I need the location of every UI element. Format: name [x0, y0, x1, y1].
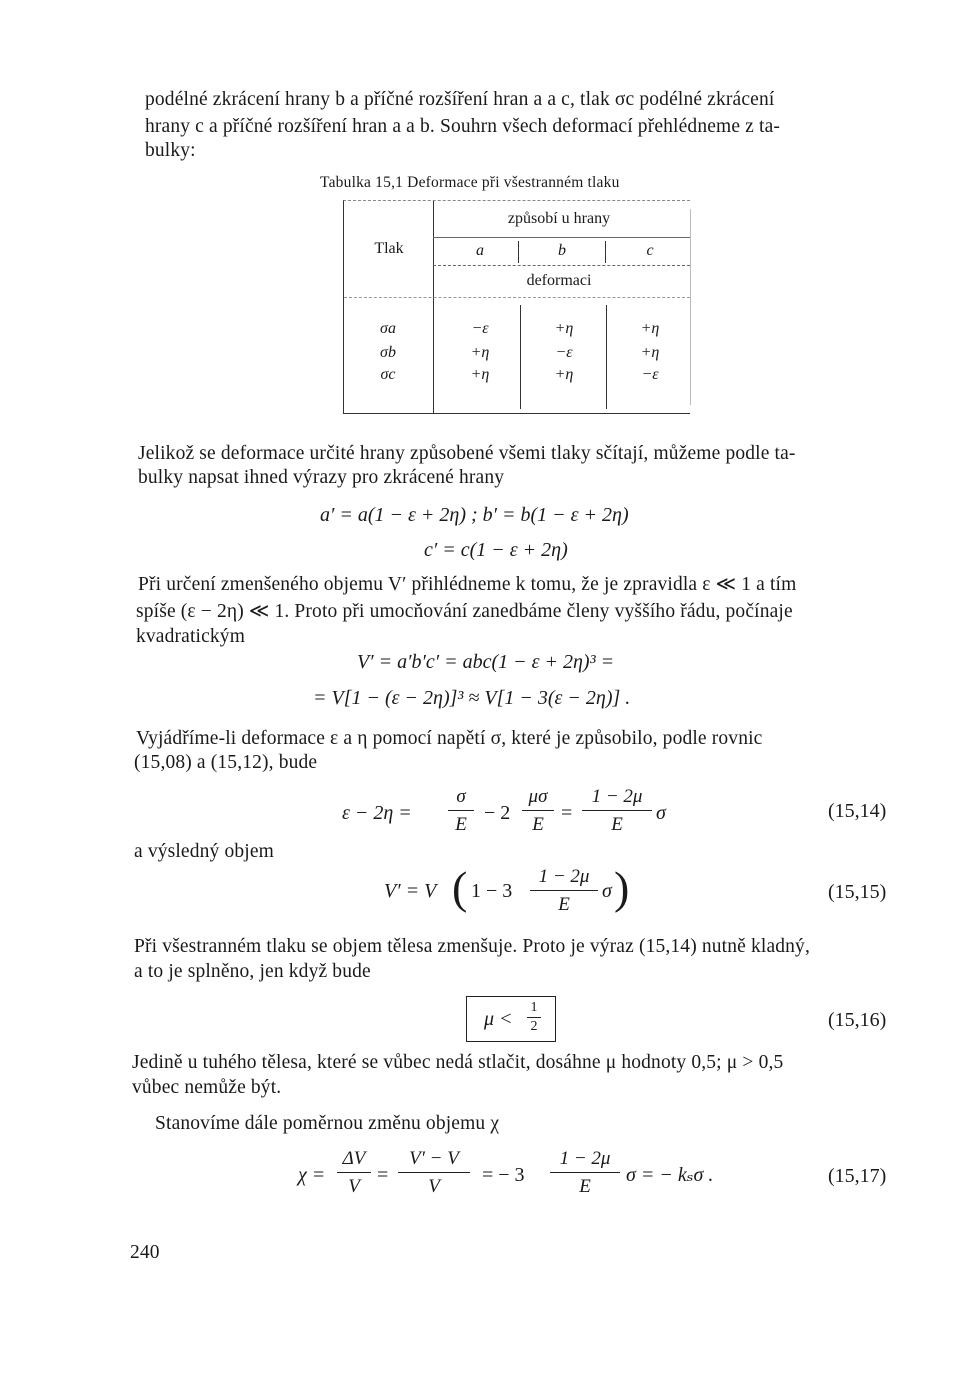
equation-edges-2: c′ = c(1 − ε + 2η): [424, 539, 568, 561]
para7: Stanovíme dále poměrnou změnu objemu χ: [155, 1113, 500, 1134]
eq16-f-den: 2: [530, 1019, 538, 1034]
eq16-lhs: μ <: [484, 1008, 513, 1030]
para3-line-1: Při určení zmenšeného objemu V′ přihlédneme k tomu, že je zpravidla ε ≪ 1 a tím: [138, 574, 797, 595]
para5-line-2: a to je splněno, jen když bude: [134, 961, 371, 982]
table-head-top: způsobí u hrany: [507, 210, 611, 227]
table-row-label: σc: [380, 366, 396, 383]
para3-line-2: spíše (ε − 2η) ≪ 1. Proto při umocňování zanedbáme členy vyššího řádu, počínaje: [136, 601, 793, 622]
table-cell: +η: [470, 366, 490, 383]
eq14-lhs: ε − 2η =: [342, 802, 412, 824]
eq14-f2-num: μσ: [528, 786, 548, 807]
eq17-f1-den: V: [348, 1176, 360, 1197]
table-col-a: a: [476, 242, 484, 259]
eq17-f2-den: V: [428, 1176, 440, 1197]
eq17-f3-den: E: [579, 1176, 591, 1197]
eq14-fraction-2: [522, 786, 554, 836]
eq14-equals: =: [561, 802, 573, 824]
eq14-fraction-1: [448, 786, 474, 836]
table-head-tlak: Tlak: [374, 240, 404, 257]
eq15-f-num: 1 − 2μ: [538, 866, 590, 887]
eq14-minus-two: − 2: [484, 802, 511, 824]
deformation-table: [343, 200, 690, 414]
eq17-equals-2: = − 3: [482, 1164, 525, 1186]
table-cell: +η: [554, 320, 574, 337]
eq15-lhs: V′ = V: [384, 880, 437, 902]
eq17-lhs: χ =: [298, 1164, 326, 1186]
intro-line-2: hrany c a příčné rozšíření hran a a b. Souhrn všech deformací přehlédneme z ta-: [145, 116, 781, 137]
eq17-fraction-1: [337, 1148, 371, 1198]
table-cell: −ε: [641, 366, 659, 383]
para2-line-1: Jelikož se deformace určité hrany způsobené všemi tlaky sčítají, můžeme podle ta-: [138, 443, 796, 464]
eq14-f1-den: E: [455, 814, 467, 835]
equation-number-15-16: (15,16): [828, 1009, 887, 1031]
page-number: 240: [130, 1242, 160, 1263]
table-cell: −ε: [471, 320, 489, 337]
eq17-fraction-3: [550, 1148, 620, 1198]
table-caption: Tabulka 15,1 Deformace při všestranném tlaku: [320, 174, 620, 191]
equation-volume-2: = V[1 − (ε − 2η)]³ ≈ V[1 − 3(ε − 2η)] .: [313, 687, 631, 709]
eq15-sigma: σ: [602, 880, 612, 902]
eq14-sigma: σ: [656, 802, 666, 824]
eq16-f-num: 1: [530, 1000, 538, 1015]
eq15-right-paren: ): [614, 862, 630, 913]
para5-line-1: Při všestranném tlaku se objem tělesa zmenšuje. Proto je výraz (15,14) nutně kladný,: [134, 936, 810, 957]
eq17-fraction-2: [398, 1148, 470, 1198]
table-head-bottom: deformaci: [526, 272, 592, 289]
para2-line-2: bulky napsat ihned výrazy pro zkrácené hrany: [138, 467, 505, 488]
eq15-inner: 1 − 3: [471, 880, 513, 902]
eq14-f2-den: E: [532, 814, 544, 835]
eq17-f2-num: V′ − V: [409, 1148, 459, 1169]
table-cell: −ε: [555, 344, 573, 361]
table-cell: +η: [640, 344, 660, 361]
eq17-f3-num: 1 − 2μ: [559, 1148, 611, 1169]
equation-edges-1: a′ = a(1 − ε + 2η) ; b′ = b(1 − ε + 2η): [320, 504, 629, 526]
equation-volume-1: V′ = a′b′c′ = abc(1 − ε + 2η)³ =: [357, 651, 615, 673]
para6-line-1: Jedině u tuhého tělesa, které se vůbec nedá stlačit, dosáhne μ hodnoty 0,5; μ > 0,5: [132, 1052, 784, 1073]
equation-number-15-14: (15,14): [828, 800, 887, 822]
eq14-f3-num: 1 − 2μ: [591, 786, 643, 807]
table-col-c: c: [646, 242, 654, 259]
equation-number-15-17: (15,17): [828, 1165, 887, 1187]
intro-line-3: bulky:: [145, 140, 196, 161]
eq15-fraction: [530, 866, 598, 916]
para3-line-3: kvadratickým: [136, 626, 246, 647]
eq17-tail: σ = − kₛσ .: [626, 1164, 714, 1186]
eq15-f-den: E: [558, 894, 570, 915]
result-label: a výsledný objem: [134, 841, 274, 862]
eq16-fraction: [527, 1000, 541, 1040]
para4-line-1: Vyjádříme-li deformace ε a η pomocí napětí σ, které je způsobilo, podle rovnic: [136, 728, 763, 749]
para6-line-2: vůbec nemůže být.: [132, 1077, 282, 1098]
eq14-f3-den: E: [611, 814, 623, 835]
table-cell: +η: [554, 366, 574, 383]
table-col-b: b: [558, 242, 566, 259]
eq14-f1-num: σ: [456, 786, 466, 807]
eq17-equals-1: =: [377, 1164, 389, 1186]
equation-number-15-15: (15,15): [828, 881, 887, 903]
para4-line-2: (15,08) a (15,12), bude: [134, 752, 318, 773]
table-cell: +η: [470, 344, 490, 361]
eq17-f1-num: ΔV: [342, 1148, 366, 1169]
table-row-label: σb: [380, 344, 396, 361]
eq15-left-paren: (: [452, 862, 468, 913]
table-row-label: σa: [380, 320, 396, 337]
table-cell: +η: [640, 320, 660, 337]
intro-line-1: podélné zkrácení hrany b a příčné rozšíření hran a a c, tlak σc podélné zkrácení: [145, 89, 775, 110]
eq14-fraction-3: [582, 786, 652, 836]
